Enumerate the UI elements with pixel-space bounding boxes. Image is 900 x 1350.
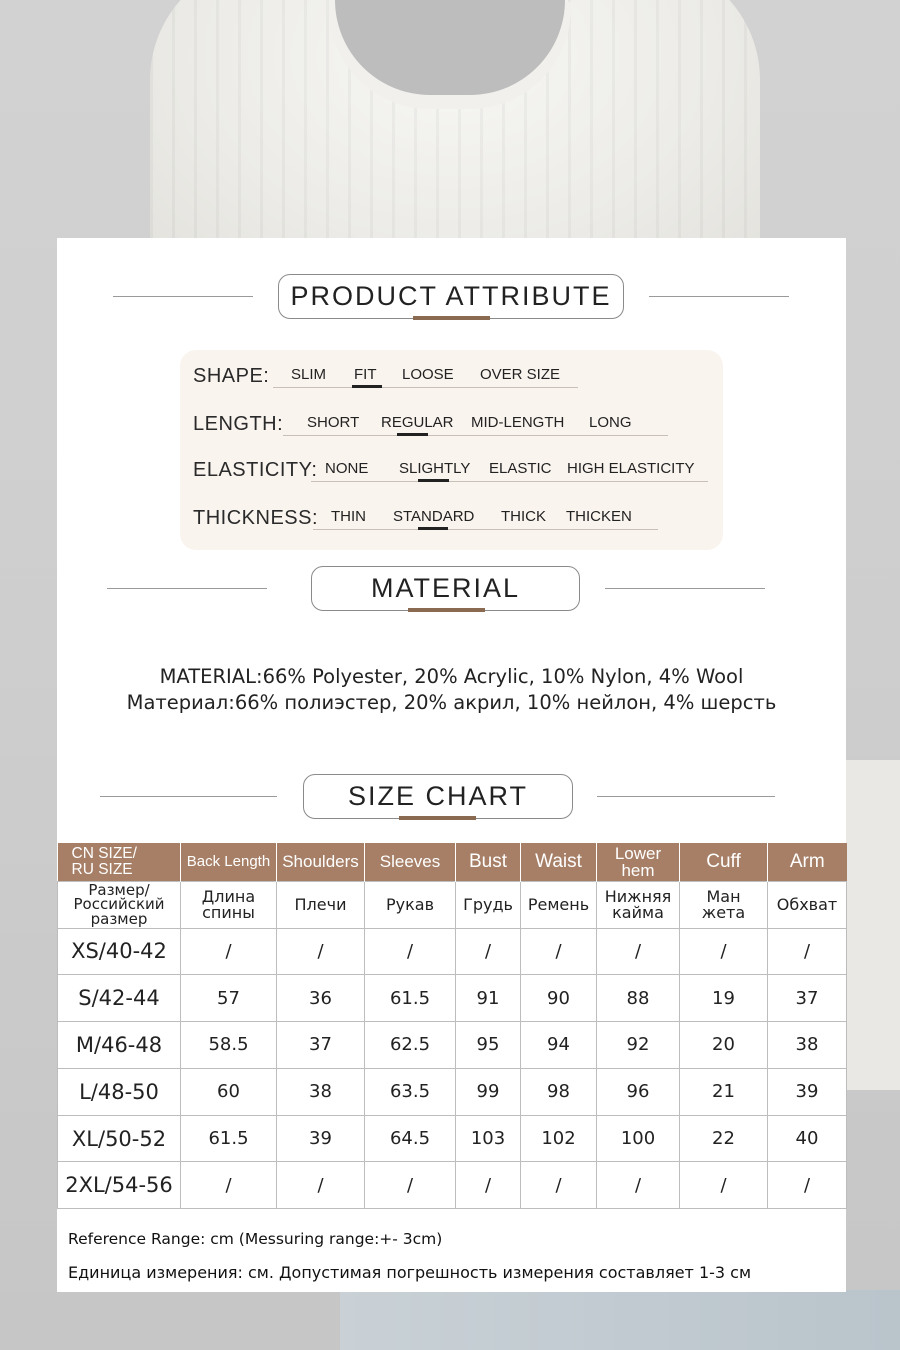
value-cell: 91 bbox=[456, 975, 521, 1022]
divider-right bbox=[597, 796, 775, 797]
elasticity-rule bbox=[311, 481, 708, 482]
value-cell: 37 bbox=[768, 975, 847, 1022]
value-cell: 19 bbox=[680, 975, 768, 1022]
ru-header-cell: Обхват bbox=[768, 881, 847, 928]
elasticity-option: SLIGHTLY bbox=[399, 460, 471, 477]
ru-header-cell: Грудь bbox=[456, 881, 521, 928]
value-cell: 62.5 bbox=[365, 1022, 456, 1069]
shape-rule bbox=[273, 387, 578, 388]
size-cell: 2XL/54-56 bbox=[58, 1162, 181, 1209]
thickness-label: THICKNESS: bbox=[193, 507, 319, 529]
header-back-length: Back Length bbox=[181, 843, 277, 881]
length-label: LENGTH: bbox=[193, 413, 284, 435]
reference-note-ru: Единица измерения: см. Допустимая погрешность измерения составляет 1-3 см bbox=[68, 1263, 752, 1282]
ru-header-cell bbox=[597, 881, 680, 928]
material-text-en: MATERIAL:66% Polyester, 20% Acrylic, 10% Nylon, 4% Wool bbox=[159, 665, 744, 688]
ru-header-cell bbox=[680, 881, 768, 928]
table-row bbox=[58, 1115, 847, 1162]
ru-size-line: Размер/ bbox=[88, 881, 150, 900]
ru-header-size bbox=[58, 881, 181, 928]
value-cell: / bbox=[680, 928, 768, 975]
table-row bbox=[58, 1068, 847, 1115]
value-cell: 94 bbox=[521, 1022, 597, 1069]
value-cell: / bbox=[181, 928, 277, 975]
reference-note-en: Reference Range: cm (Messuring range:+- 3cm) bbox=[68, 1230, 443, 1248]
value-cell: 103 bbox=[456, 1115, 521, 1162]
value-cell: 40 bbox=[768, 1115, 847, 1162]
elasticity-option: ELASTIC bbox=[489, 460, 552, 477]
attribute-panel bbox=[180, 350, 723, 550]
length-option: LONG bbox=[589, 414, 632, 431]
divider-left bbox=[107, 588, 267, 589]
ru-header-cell bbox=[181, 881, 277, 928]
thickness-selected-marker bbox=[418, 527, 448, 530]
ru-header-cell: Ремень bbox=[521, 881, 597, 928]
value-cell: 90 bbox=[521, 975, 597, 1022]
value-cell: 92 bbox=[597, 1022, 680, 1069]
value-cell: / bbox=[597, 928, 680, 975]
header-arm: Arm bbox=[768, 843, 847, 881]
value-cell: / bbox=[768, 928, 847, 975]
value-cell: 98 bbox=[521, 1068, 597, 1115]
value-cell: 95 bbox=[456, 1022, 521, 1069]
shape-option: FIT bbox=[354, 366, 377, 383]
ru-size-line: размер bbox=[90, 909, 148, 928]
ru-header-cell: Плечи bbox=[277, 881, 365, 928]
value-cell: 57 bbox=[181, 975, 277, 1022]
ru-header-line: спины bbox=[202, 902, 255, 922]
value-cell: / bbox=[277, 928, 365, 975]
table-row bbox=[58, 975, 847, 1022]
size-table bbox=[57, 843, 847, 1209]
jeans-photo bbox=[340, 1290, 900, 1350]
size-cell: L/48-50 bbox=[58, 1068, 181, 1115]
divider-right bbox=[605, 588, 765, 589]
table-row bbox=[58, 1022, 847, 1069]
divider-left bbox=[100, 796, 277, 797]
value-cell: 20 bbox=[680, 1022, 768, 1069]
material-title: MATERIAL bbox=[311, 566, 580, 611]
elasticity-selected-marker bbox=[418, 479, 449, 482]
value-cell: / bbox=[597, 1162, 680, 1209]
value-cell: 38 bbox=[277, 1068, 365, 1115]
title-accent-bar bbox=[408, 608, 485, 612]
value-cell: 21 bbox=[680, 1068, 768, 1115]
value-cell: 58.5 bbox=[181, 1022, 277, 1069]
header-cn-size bbox=[58, 843, 181, 881]
value-cell: / bbox=[365, 928, 456, 975]
ru-header-line: кайма bbox=[612, 902, 664, 922]
length-option: REGULAR bbox=[381, 414, 454, 431]
ru-header-line: Длина bbox=[201, 887, 256, 907]
header-shoulders: Shoulders bbox=[277, 843, 365, 881]
value-cell: / bbox=[365, 1162, 456, 1209]
value-cell: / bbox=[181, 1162, 277, 1209]
shape-label: SHAPE: bbox=[193, 365, 270, 387]
size-cell: XL/50-52 bbox=[58, 1115, 181, 1162]
material-text-ru: Материал:66% полиэстер, 20% акрил, 10% нейлон, 4% шерсть bbox=[126, 691, 777, 714]
value-cell: 61.5 bbox=[181, 1115, 277, 1162]
shape-option: LOOSE bbox=[402, 366, 454, 383]
thickness-rule bbox=[313, 529, 658, 530]
table-row bbox=[58, 1162, 847, 1209]
value-cell: 61.5 bbox=[365, 975, 456, 1022]
value-cell: / bbox=[521, 928, 597, 975]
value-cell: / bbox=[768, 1162, 847, 1209]
header-lower-hem: Lower hem bbox=[597, 843, 680, 881]
value-cell: / bbox=[456, 1162, 521, 1209]
divider-right bbox=[649, 296, 789, 297]
header-ru-line: RU SIZE bbox=[71, 860, 133, 878]
size-chart-title: SIZE CHART bbox=[303, 774, 573, 819]
length-selected-marker bbox=[397, 433, 428, 436]
header-sleeves: Sleeves bbox=[365, 843, 456, 881]
value-cell: 37 bbox=[277, 1022, 365, 1069]
arm-photo bbox=[845, 760, 900, 1090]
shape-option: OVER SIZE bbox=[480, 366, 561, 383]
ru-header-cell: Рукав bbox=[365, 881, 456, 928]
value-cell: 64.5 bbox=[365, 1115, 456, 1162]
ru-header-line: Ман bbox=[706, 887, 741, 907]
title-accent-bar bbox=[399, 816, 476, 820]
thickness-option: THICK bbox=[501, 508, 546, 525]
thickness-option: STANDARD bbox=[393, 508, 475, 525]
size-cell: M/46-48 bbox=[58, 1022, 181, 1069]
thickness-option: THICKEN bbox=[566, 508, 632, 525]
length-option: MID-LENGTH bbox=[471, 414, 565, 431]
header-bust: Bust bbox=[456, 843, 521, 881]
header-cuff: Cuff bbox=[680, 843, 768, 881]
value-cell: 88 bbox=[597, 975, 680, 1022]
value-cell: 22 bbox=[680, 1115, 768, 1162]
shape-selected-marker bbox=[352, 385, 382, 388]
header-cn-line: CN SIZE/ bbox=[71, 845, 137, 863]
value-cell: 39 bbox=[277, 1115, 365, 1162]
value-cell: 63.5 bbox=[365, 1068, 456, 1115]
size-cell: S/42-44 bbox=[58, 975, 181, 1022]
elasticity-option: HIGH ELASTICITY bbox=[567, 460, 695, 477]
length-rule bbox=[283, 435, 668, 436]
value-cell: 39 bbox=[768, 1068, 847, 1115]
size-table-header bbox=[58, 843, 847, 881]
value-cell: 38 bbox=[768, 1022, 847, 1069]
value-cell: 100 bbox=[597, 1115, 680, 1162]
value-cell: / bbox=[680, 1162, 768, 1209]
length-option: SHORT bbox=[307, 414, 360, 431]
shape-option: SLIM bbox=[291, 366, 327, 383]
divider-left bbox=[113, 296, 253, 297]
elasticity-label: ELASTICITY: bbox=[193, 459, 318, 481]
header-waist: Waist bbox=[521, 843, 597, 881]
thickness-option: THIN bbox=[331, 508, 366, 525]
value-cell: 96 bbox=[597, 1068, 680, 1115]
ru-header-line: жета bbox=[701, 902, 746, 922]
value-cell: 102 bbox=[521, 1115, 597, 1162]
info-card bbox=[57, 238, 846, 1292]
value-cell: 36 bbox=[277, 975, 365, 1022]
title-accent-bar bbox=[413, 316, 490, 320]
table-row bbox=[58, 928, 847, 975]
elasticity-option: NONE bbox=[325, 460, 369, 477]
attribute-title: PRODUCT ATTRIBUTE bbox=[278, 274, 624, 319]
ru-header-line: Нижняя bbox=[604, 887, 672, 907]
ru-size-line: Российский bbox=[73, 895, 165, 914]
value-cell: 60 bbox=[181, 1068, 277, 1115]
value-cell: 99 bbox=[456, 1068, 521, 1115]
value-cell: / bbox=[456, 928, 521, 975]
size-cell: XS/40-42 bbox=[58, 928, 181, 975]
value-cell: / bbox=[521, 1162, 597, 1209]
value-cell: / bbox=[277, 1162, 365, 1209]
size-table-ru-header bbox=[58, 881, 847, 928]
